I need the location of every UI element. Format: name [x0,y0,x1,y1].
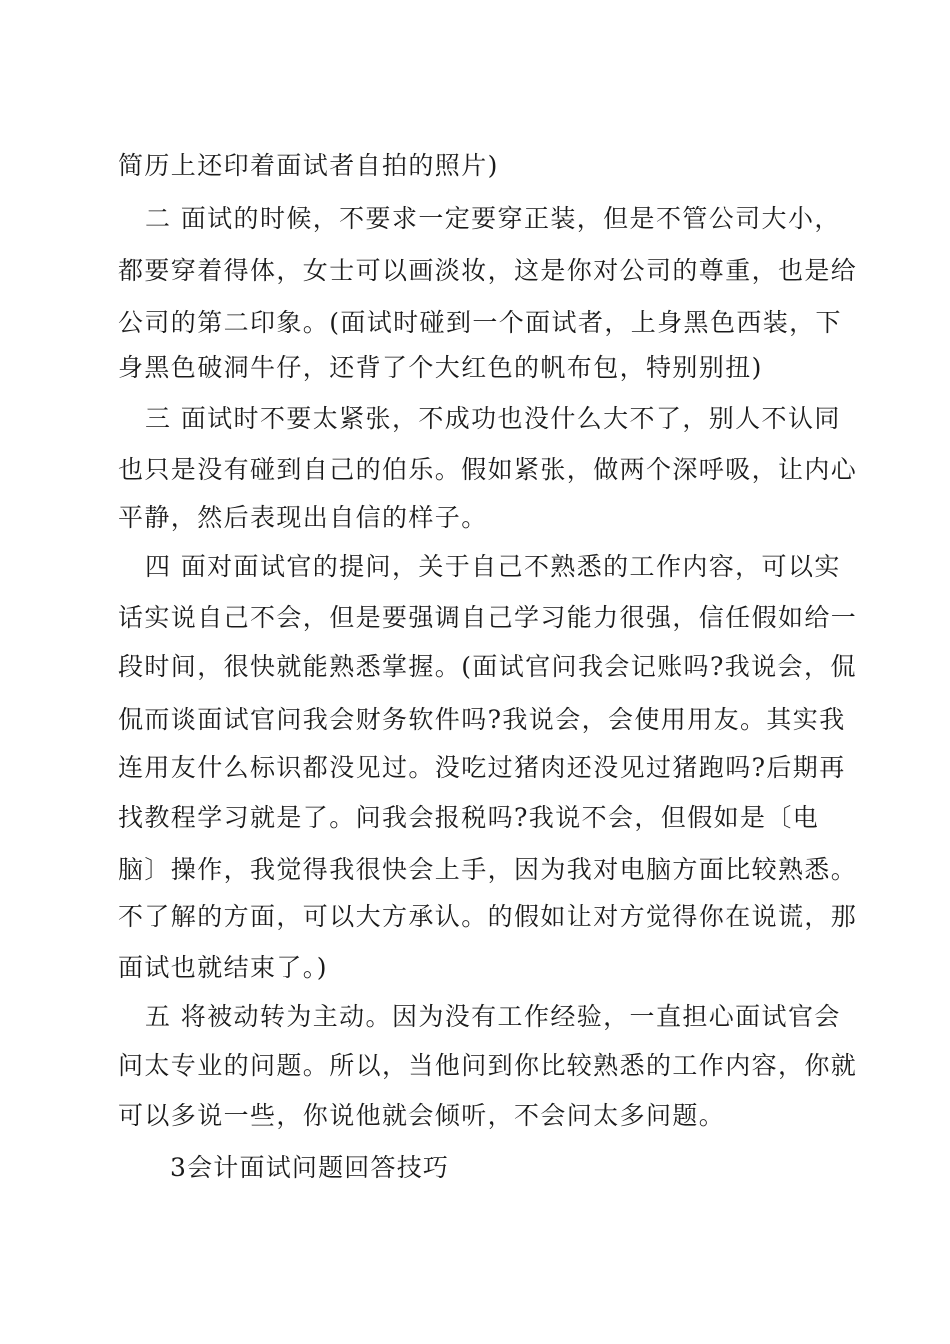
paragraph-line: 身黑色破洞牛仔，还背了个大红色的帆布包，特别别扭) [118,353,763,382]
paragraph-line: 问太专业的问题。所以，当他问到你比较熟悉的工作内容，你就 [118,1051,858,1080]
paragraph-line: 找教程学习就是了。问我会报税吗?我说不会，但假如是〔电 [118,803,820,832]
paragraph-line: 简历上还印着面试者自拍的照片) [118,151,499,180]
paragraph-line: 都要穿着得体，女士可以画淡妆，这是你对公司的尊重，也是给 [118,256,858,285]
paragraph-line: 脑〕操作，我觉得我很快会上手，因为我对电脑方面比较熟悉。 [118,855,858,884]
paragraph-line: 公司的第二印象。(面试时碰到一个面试者，上身黑色西装，下 [118,308,842,337]
paragraph-line: 可以多说一些，你说他就会倾听，不会问太多问题。 [118,1101,726,1130]
section-heading: 3会计面试问题回答技巧 [170,1153,450,1182]
paragraph-line: 话实说自己不会，但是要强调自己学习能力很强，信任假如给一 [118,603,858,632]
paragraph-line: 连用友什么标识都没见过。没吃过猪肉还没见过猪跑吗?后期再 [118,753,846,782]
paragraph-line: 不了解的方面，可以大方承认。的假如让对方觉得你在说谎，那 [118,902,858,931]
paragraph-line: 四 面对面试官的提问，关于自己不熟悉的工作内容，可以实 [145,552,841,581]
paragraph-line: 段时间，很快就能熟悉掌握。(面试官问我会记账吗?我说会，侃 [118,652,857,681]
paragraph-line: 也只是没有碰到自己的伯乐。假如紧张，做两个深呼吸，让内心 [118,455,858,484]
paragraph-line: 平静，然后表现出自信的样子。 [118,503,488,532]
paragraph-line: 面试也就结束了。) [118,953,328,982]
paragraph-line: 二 面试的时候，不要求一定要穿正装，但是不管公司大小， [145,204,841,233]
paragraph-line: 侃而谈面试官问我会财务软件吗?我说会，会使用用友。其实我 [118,705,846,734]
paragraph-line: 三 面试时不要太紧张，不成功也没什么大不了，别人不认同 [145,404,841,433]
paragraph-line: 五 将被动转为主动。因为没有工作经验，一直担心面试官会 [145,1002,841,1031]
